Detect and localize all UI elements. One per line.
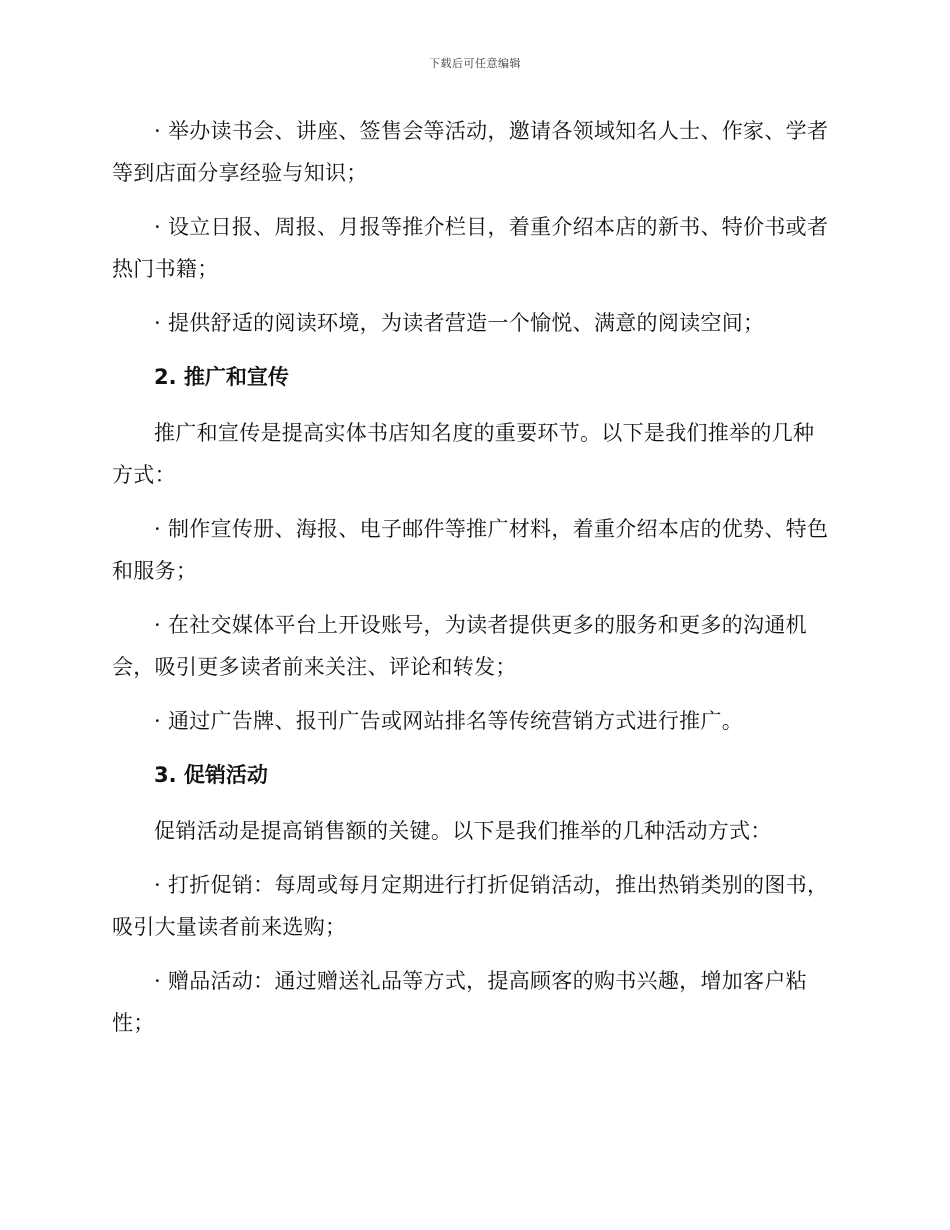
bullet-reading-environment: · 提供舒适的阅读环境，为读者营造一个愉悦、满意的阅读空间； [154,311,765,335]
bullet-recommend-columns: · 设立日报、周报、月报等推介栏目，着重介绍本店的新书、特价书或者热门书籍； [112,215,829,281]
bullet-traditional-marketing: · 通过广告牌、报刊广告或网站排名等传统营销方式进行推广。 [154,709,744,733]
section-heading-sales: 3. 促销活动 [154,763,268,787]
header-note: 下载后可任意编辑 [429,57,521,70]
promotion-intro: 推广和宣传是提高实体书店知名度的重要环节。以下是我们推举的几种方式： [112,421,815,487]
document-body [112,110,832,1056]
bullet-gifts: · 赠品活动：通过赠送礼品等方式，提高顾客的购书兴趣，增加客户粘性； [112,969,807,1035]
bullet-reading-events: · 举办读书会、讲座、签售会等活动，邀请各领域知名人士、作家、学者等到店面分享经验与知识； [112,119,829,185]
bullet-social-media: · 在社交媒体平台上开设账号，为读者提供更多的服务和更多的沟通机会，吸引更多读者前来关注、评论和转发； [112,613,807,679]
sales-intro: 促销活动是提高销售额的关键。以下是我们推举的几种活动方式： [154,819,772,843]
bullet-promo-materials: · 制作宣传册、海报、电子邮件等推广材料，着重介绍本店的优势、特色和服务； [112,517,829,583]
section-heading-promotion: 2. 推广和宣传 [154,365,289,389]
bullet-discount: · 打折促销：每周或每月定期进行打折促销活动，推出热销类别的图书，吸引大量读者前来选购； [112,873,829,939]
